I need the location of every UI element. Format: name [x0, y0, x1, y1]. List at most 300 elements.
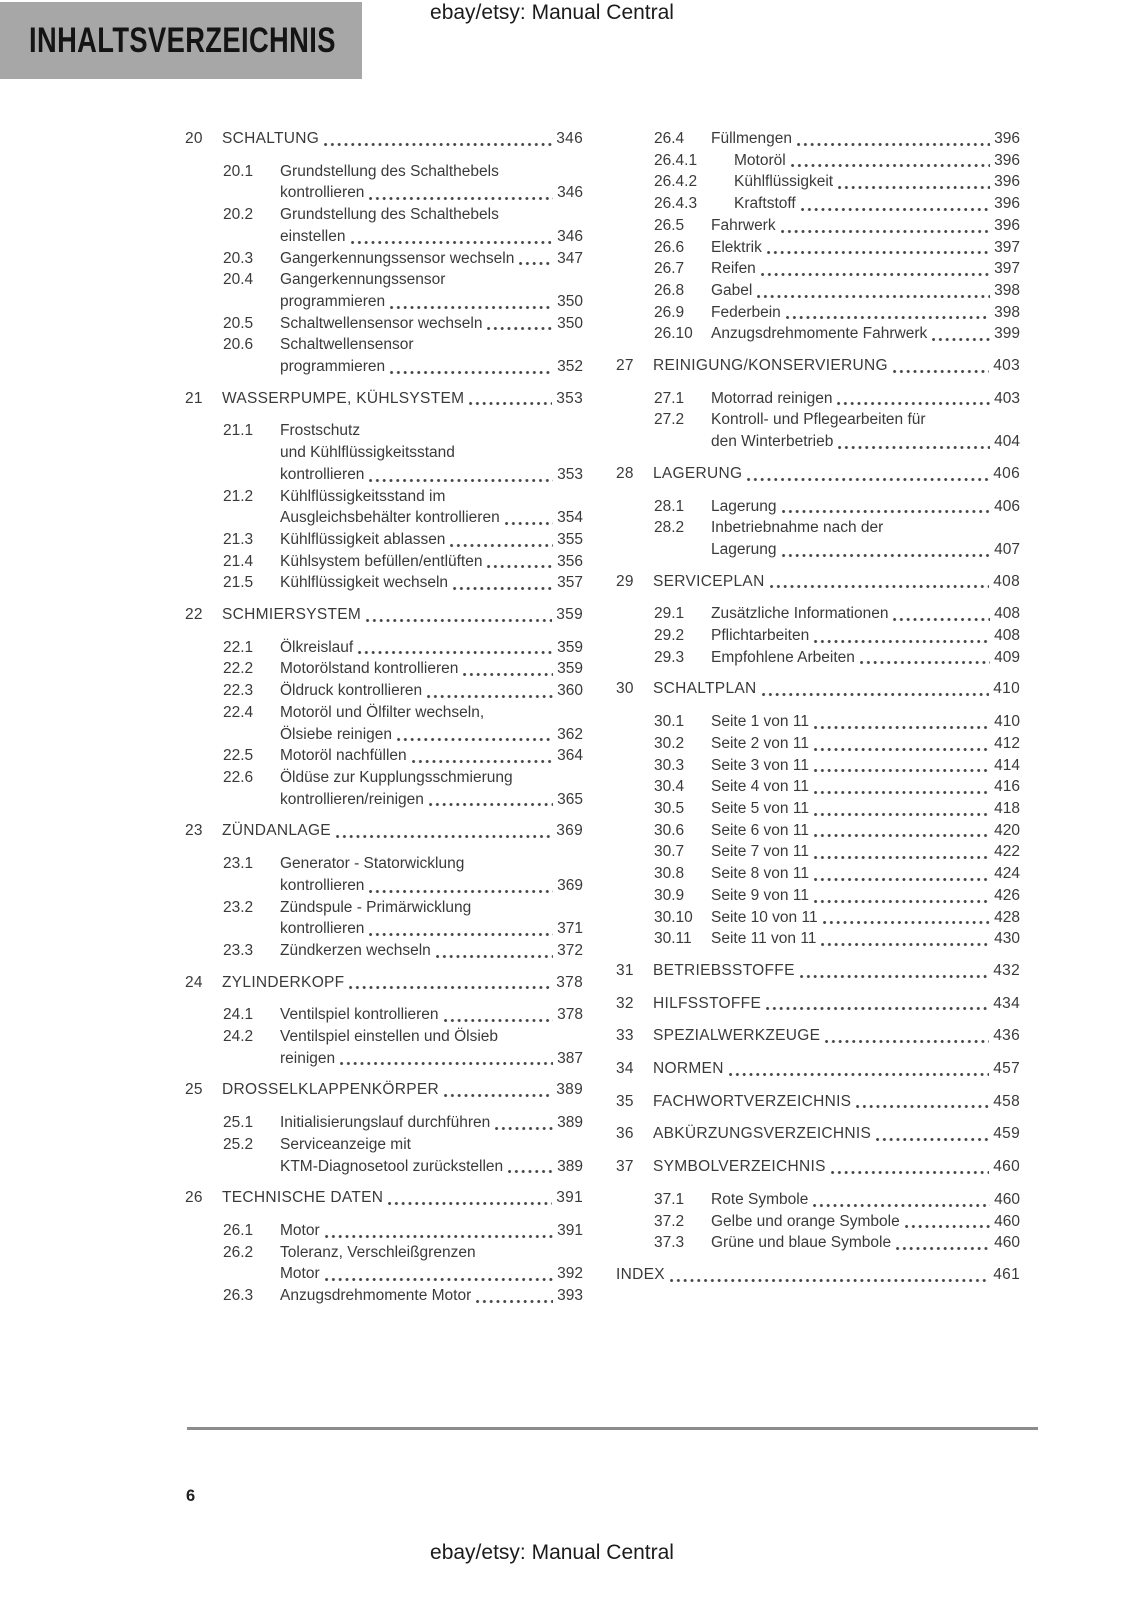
entry-title: Seite 9 von 11 — [711, 886, 809, 904]
dotted-leader — [349, 986, 552, 989]
toc-entry — [185, 1134, 583, 1177]
entry-number: 20.3 — [223, 249, 254, 267]
entry-number: 22.1 — [223, 638, 254, 656]
dotted-leader — [825, 1040, 989, 1043]
toc-chapter-entry — [616, 463, 1020, 485]
entry-title: Grundstellung des Schalthebels — [280, 162, 499, 180]
dotted-leader — [838, 186, 990, 189]
entry-page-number: 347 — [557, 249, 583, 267]
entry-title: Serviceanzeige mit — [280, 1135, 411, 1153]
toc-entry — [185, 680, 583, 702]
entry-number: 26.3 — [223, 1287, 254, 1305]
entry-number: 24 — [185, 973, 203, 991]
entry-page-number: 346 — [557, 184, 583, 202]
entry-number: 20.6 — [223, 336, 254, 354]
entry-title: Initialisierungslauf durchführen — [280, 1114, 491, 1132]
entry-page-number: 396 — [994, 173, 1020, 191]
toc-entry — [616, 517, 1020, 560]
dotted-leader — [388, 1202, 552, 1205]
toc-entry — [616, 150, 1020, 172]
entry-number: 29.3 — [654, 648, 685, 666]
entry-title: Kraftstoff — [734, 195, 796, 213]
toc-entry — [185, 897, 583, 940]
entry-page-number: 396 — [994, 216, 1020, 234]
entry-number: 26 — [185, 1189, 203, 1207]
entry-number: 29.1 — [654, 605, 685, 623]
dotted-leader — [762, 693, 990, 696]
dotted-leader — [747, 478, 989, 481]
entry-page-number: 412 — [994, 734, 1020, 752]
entry-title: programmieren — [280, 292, 386, 310]
entry-page-number: 422 — [994, 843, 1020, 861]
toc-chapter-entry — [616, 1156, 1020, 1178]
toc-chapter-entry — [616, 993, 1020, 1015]
toc-chapter-entry — [616, 1091, 1020, 1113]
entry-number: 23 — [185, 822, 203, 840]
toc-entry — [616, 755, 1020, 777]
entry-number: 27.2 — [654, 411, 685, 429]
entry-title: Kühlflüssigkeitsstand im — [280, 487, 446, 505]
toc-chapter-entry — [616, 1058, 1020, 1080]
entry-number: 29 — [616, 572, 634, 590]
toc-entry — [185, 420, 583, 485]
dotted-leader — [336, 835, 552, 838]
entry-number: 23.3 — [223, 941, 254, 959]
dotted-leader — [369, 933, 553, 936]
toc-chapter-entry — [616, 1025, 1020, 1047]
toc-chapter-entry — [185, 820, 583, 842]
page-number: 6 — [186, 1487, 196, 1505]
entry-title: REINIGUNG/KONSERVIERUNG — [653, 357, 888, 375]
entry-title: SPEZIALWERKZEUGE — [653, 1027, 821, 1045]
entry-number: 30.7 — [654, 843, 685, 861]
entry-page-number: 356 — [557, 552, 583, 570]
entry-page-number: 397 — [994, 238, 1020, 256]
toc-column-right — [616, 128, 1020, 1297]
entry-number: 30.5 — [654, 799, 685, 817]
entry-number: 30 — [616, 680, 634, 698]
dotted-leader — [369, 197, 553, 200]
toc-entry — [185, 1242, 583, 1285]
dotted-leader — [814, 791, 990, 794]
toc-entry — [185, 637, 583, 659]
entry-title: Empfohlene Arbeiten — [711, 648, 855, 666]
entry-number: 37 — [616, 1158, 634, 1176]
entry-page-number: 369 — [557, 876, 583, 894]
entry-page-number: 418 — [994, 799, 1020, 817]
toc-entry — [616, 863, 1020, 885]
entry-number: 26.2 — [223, 1243, 254, 1261]
dotted-leader — [860, 661, 990, 664]
entry-page-number: 369 — [556, 822, 583, 840]
entry-page-number: 389 — [557, 1114, 583, 1132]
entry-title: SERVICEPLAN — [653, 572, 765, 590]
entry-number: 30.2 — [654, 734, 685, 752]
dotted-leader — [766, 1007, 989, 1010]
entry-number: 37.2 — [654, 1212, 685, 1230]
dotted-leader — [427, 695, 553, 698]
entry-number: 20 — [185, 130, 203, 147]
entry-page-number: 389 — [557, 1157, 583, 1175]
entry-number: 30.8 — [654, 865, 685, 883]
toc-entry — [616, 237, 1020, 259]
entry-title: LAGERUNG — [653, 464, 743, 482]
entry-title: Motoröl und Ölfilter wechseln, — [280, 703, 485, 721]
entry-number: 27.1 — [654, 389, 685, 407]
entry-page-number: 410 — [994, 713, 1020, 731]
toc-chapter-entry — [185, 604, 583, 626]
entry-title: Reifen — [711, 260, 756, 278]
dotted-leader — [797, 143, 990, 146]
entry-page-number: 398 — [994, 303, 1020, 321]
entry-title: einstellen — [280, 227, 346, 245]
entry-title: Grüne und blaue Symbole — [711, 1234, 892, 1252]
entry-number: 26.9 — [654, 303, 685, 321]
toc-entry — [185, 269, 583, 312]
entry-title: den Winterbetrieb — [711, 433, 834, 451]
toc-entry — [616, 841, 1020, 863]
entry-title: Elektrik — [711, 238, 762, 256]
entry-number: 23.1 — [223, 855, 254, 873]
toc-entry — [616, 258, 1020, 280]
entry-number: 30.1 — [654, 713, 685, 731]
entry-title: Motoröl — [734, 151, 786, 169]
dotted-leader — [791, 164, 990, 167]
entry-number: 21.5 — [223, 574, 254, 592]
dotted-leader — [369, 890, 553, 893]
entry-page-number: 391 — [557, 1221, 583, 1239]
entry-number: 26.5 — [654, 216, 685, 234]
toc-entry — [185, 767, 583, 810]
entry-number: 26.6 — [654, 238, 685, 256]
toc-entry — [185, 204, 583, 247]
toc-chapter-entry — [185, 388, 583, 410]
dotted-leader — [838, 446, 990, 449]
entry-page-number: 353 — [556, 389, 583, 407]
entry-title: Seite 10 von 11 — [711, 908, 818, 926]
dotted-leader — [429, 803, 553, 806]
footer-rule — [187, 1427, 1038, 1430]
toc-entry — [616, 302, 1020, 324]
toc-entry — [185, 161, 583, 204]
dotted-leader — [444, 1094, 552, 1097]
entry-page-number: 365 — [557, 790, 583, 808]
entry-number: 30.3 — [654, 756, 685, 774]
entry-page-number: 389 — [556, 1081, 583, 1099]
entry-page-number: 416 — [994, 778, 1020, 796]
dotted-leader — [463, 673, 553, 676]
dotted-leader — [893, 618, 990, 621]
toc-entry — [616, 323, 1020, 345]
dotted-leader — [781, 230, 991, 233]
entry-number: 22.4 — [223, 703, 254, 721]
entry-number: 25.1 — [223, 1114, 254, 1132]
toc-chapter-entry — [616, 571, 1020, 593]
entry-page-number: 407 — [994, 540, 1020, 558]
toc-entry — [185, 1026, 583, 1069]
entry-title: Seite 1 von 11 — [711, 713, 809, 731]
entry-page-number: 350 — [557, 292, 583, 310]
entry-page-number: 391 — [556, 1189, 583, 1207]
entry-number: 20.1 — [223, 162, 254, 180]
entry-number: 22.2 — [223, 660, 254, 678]
entry-number: 26.4 — [654, 130, 685, 147]
entry-page-number: 393 — [557, 1287, 583, 1305]
toc-entry — [616, 171, 1020, 193]
entry-page-number: 458 — [993, 1092, 1020, 1110]
entry-number: 20.2 — [223, 206, 254, 224]
entry-title: Inbetriebnahme nach der — [711, 519, 884, 537]
dotted-leader — [453, 587, 553, 590]
entry-title: Ventilspiel einstellen und Ölsieb — [280, 1028, 498, 1046]
entry-number: 21.4 — [223, 552, 254, 570]
entry-page-number: 357 — [557, 574, 583, 592]
dotted-leader — [476, 1300, 553, 1303]
dotted-leader — [814, 748, 990, 751]
entry-title: INDEX — [616, 1265, 665, 1283]
toc-chapter-entry — [616, 678, 1020, 700]
dotted-leader — [813, 1204, 990, 1207]
entry-page-number: 408 — [994, 627, 1020, 645]
entry-page-number: 396 — [994, 151, 1020, 169]
entry-number: 21.1 — [223, 422, 254, 440]
entry-number: 21 — [185, 389, 203, 407]
toc-chapter-entry — [616, 960, 1020, 982]
entry-title: Kühlflüssigkeit — [734, 173, 834, 191]
entry-page-number: 457 — [993, 1060, 1020, 1078]
entry-number: 37.1 — [654, 1190, 685, 1208]
entry-title: Gangerkennungssensor wechseln — [280, 249, 515, 267]
entry-page-number: 403 — [994, 389, 1020, 407]
entry-page-number: 428 — [994, 908, 1020, 926]
entry-page-number: 353 — [557, 465, 583, 483]
entry-number: 28 — [616, 464, 634, 482]
entry-number: 30.9 — [654, 886, 685, 904]
entry-title: Schaltwellensensor wechseln — [280, 314, 483, 332]
entry-page-number: 399 — [994, 325, 1020, 343]
entry-title: SCHALTPLAN — [653, 680, 757, 698]
entry-title: Schaltwellensensor — [280, 336, 414, 354]
entry-number: 26.4.2 — [654, 173, 698, 191]
toc-entry — [185, 658, 583, 680]
entry-page-number: 372 — [557, 941, 583, 959]
entry-page-number: 346 — [556, 130, 583, 147]
dotted-leader — [786, 316, 990, 319]
entry-title: Zündkerzen wechseln — [280, 941, 431, 959]
entry-number: 30.10 — [654, 908, 693, 926]
entry-title: Kontroll- und Pflegearbeiten für — [711, 411, 926, 429]
toc-entry — [185, 702, 583, 745]
toc-entry — [185, 1004, 583, 1026]
toc-entry — [616, 496, 1020, 518]
entry-title: Generator - Statorwicklung — [280, 855, 465, 873]
dotted-leader — [761, 273, 990, 276]
entry-number: 22.3 — [223, 682, 254, 700]
toc-entry — [616, 798, 1020, 820]
dotted-leader — [324, 143, 552, 146]
dotted-leader — [823, 921, 991, 924]
entry-number: 34 — [616, 1060, 634, 1078]
entry-page-number: 424 — [994, 865, 1020, 883]
entry-title: Anzugsdrehmomente Motor — [280, 1287, 472, 1305]
toc-entry — [616, 776, 1020, 798]
entry-title: Kühlflüssigkeit ablassen — [280, 530, 446, 548]
entry-page-number: 378 — [557, 1006, 583, 1024]
entry-title: KTM-Diagnosetool zurückstellen — [280, 1157, 504, 1175]
entry-title: WASSERPUMPE, KÜHLSYSTEM — [222, 389, 465, 407]
entry-number: 20.4 — [223, 271, 254, 289]
dotted-leader — [814, 769, 990, 772]
entry-page-number: 359 — [556, 606, 583, 624]
entry-title: Pflichtarbeiten — [711, 627, 810, 645]
entry-title: Seite 8 von 11 — [711, 865, 809, 883]
entry-page-number: 432 — [993, 961, 1020, 979]
entry-title: kontrollieren — [280, 465, 365, 483]
entry-title: Anzugsdrehmomente Fahrwerk — [711, 325, 928, 343]
dotted-leader — [814, 834, 990, 837]
dotted-leader — [814, 813, 990, 816]
dotted-leader — [487, 327, 553, 330]
entry-page-number: 409 — [994, 648, 1020, 666]
toc-entry — [616, 1264, 1020, 1286]
entry-title: Motor — [280, 1221, 320, 1239]
dotted-leader — [390, 371, 553, 374]
entry-title: Ausgleichsbehälter kontrollieren — [280, 509, 500, 527]
entry-title: Toleranz, Verschleißgrenzen — [280, 1243, 476, 1261]
entry-title: Gelbe und orange Symbole — [711, 1212, 900, 1230]
dotted-leader — [814, 726, 990, 729]
toc-entry — [616, 388, 1020, 410]
entry-page-number: 406 — [994, 497, 1020, 515]
entry-page-number: 397 — [994, 260, 1020, 278]
entry-title: und Kühlflüssigkeitsstand — [280, 444, 455, 462]
entry-number: 25.2 — [223, 1135, 254, 1153]
dotted-leader — [837, 402, 990, 405]
toc-entry — [616, 820, 1020, 842]
toc-entry — [185, 853, 583, 896]
toc-entry — [185, 1285, 583, 1307]
dotted-leader — [770, 585, 990, 588]
entry-page-number: 410 — [993, 680, 1020, 698]
entry-title: Füllmengen — [711, 130, 792, 147]
entry-page-number: 392 — [557, 1265, 583, 1283]
dotted-leader — [896, 1247, 990, 1250]
dotted-leader — [412, 760, 553, 763]
entry-title: Gangerkennungssensor — [280, 271, 446, 289]
dotted-leader — [366, 619, 552, 622]
toc-entry — [616, 1211, 1020, 1233]
entry-number: 30.4 — [654, 778, 685, 796]
entry-number: 26.4.1 — [654, 151, 698, 169]
entry-page-number: 414 — [994, 756, 1020, 774]
entry-title: Seite 4 von 11 — [711, 778, 809, 796]
entry-number: 26.10 — [654, 325, 693, 343]
entry-title: kontrollieren — [280, 184, 365, 202]
toc-entry — [616, 603, 1020, 625]
dotted-leader — [821, 943, 990, 946]
entry-title: BETRIEBSSTOFFE — [653, 961, 795, 979]
entry-number: 24.2 — [223, 1028, 254, 1046]
toc-entry — [616, 409, 1020, 452]
dotted-leader — [340, 1062, 553, 1065]
toc-entry — [185, 572, 583, 594]
toc-entry — [185, 486, 583, 529]
entry-number: 30.11 — [654, 930, 692, 948]
dotted-leader — [390, 306, 553, 309]
entry-title: Motorölstand kontrollieren — [280, 660, 459, 678]
entry-number: 22.6 — [223, 768, 254, 786]
toc-entry — [616, 625, 1020, 647]
entry-number: 35 — [616, 1092, 634, 1110]
dotted-leader — [444, 1019, 554, 1022]
entry-page-number: 360 — [557, 682, 583, 700]
toc-entry — [616, 733, 1020, 755]
entry-page-number: 460 — [993, 1158, 1020, 1176]
dotted-leader — [814, 856, 990, 859]
dotted-leader — [905, 1225, 990, 1228]
entry-number: 20.5 — [223, 314, 254, 332]
entry-title: ZÜNDANLAGE — [222, 822, 331, 840]
entry-number: 31 — [616, 961, 634, 979]
entry-title: DROSSELKLAPPENKÖRPER — [222, 1081, 440, 1099]
entry-page-number: 352 — [557, 358, 583, 376]
toc-chapter-entry — [185, 1187, 583, 1209]
toc-entry — [616, 1189, 1020, 1211]
toc-entry — [616, 1232, 1020, 1254]
entry-title: Seite 5 von 11 — [711, 799, 809, 817]
entry-title: Lagerung — [711, 497, 777, 515]
dotted-leader — [487, 565, 553, 568]
entry-title: Ventilspiel kontrollieren — [280, 1006, 439, 1024]
entry-number: 29.2 — [654, 627, 685, 645]
entry-page-number: 408 — [994, 605, 1020, 623]
entry-title: reinigen — [280, 1049, 336, 1067]
entry-number: 30.6 — [654, 821, 685, 839]
entry-page-number: 355 — [557, 530, 583, 548]
entry-page-number: 359 — [557, 638, 583, 656]
entry-page-number: 459 — [993, 1125, 1020, 1143]
toc-chapter-entry — [185, 1079, 583, 1101]
entry-number: 33 — [616, 1027, 634, 1045]
entry-page-number: 430 — [994, 930, 1020, 948]
entry-title: Lagerung — [711, 540, 777, 558]
dotted-leader — [325, 1278, 554, 1281]
entry-title: Seite 2 von 11 — [711, 734, 809, 752]
entry-title: SCHMIERSYSTEM — [222, 606, 362, 624]
dotted-leader — [782, 554, 991, 557]
entry-page-number: 396 — [994, 130, 1020, 147]
entry-page-number: 404 — [994, 433, 1020, 451]
dotted-leader — [469, 402, 552, 405]
entry-title: Ölkreislauf — [280, 638, 354, 656]
dotted-leader — [814, 878, 990, 881]
top-watermark: ebay/etsy: Manual Central — [430, 1, 674, 24]
dotted-leader — [519, 262, 553, 265]
dotted-leader — [893, 370, 989, 373]
entry-title: Motoröl nachfüllen — [280, 747, 407, 765]
toc-entry — [616, 711, 1020, 733]
page-heading-box — [0, 2, 362, 79]
entry-number: 26.7 — [654, 260, 685, 278]
entry-page-number: 398 — [994, 281, 1020, 299]
dotted-leader — [729, 1073, 990, 1076]
dotted-leader — [831, 1171, 989, 1174]
dotted-leader — [757, 295, 990, 298]
entry-title: Fahrwerk — [711, 216, 776, 234]
entry-title: NORMEN — [653, 1060, 724, 1078]
toc-entry — [185, 334, 583, 377]
dotted-leader — [814, 640, 990, 643]
